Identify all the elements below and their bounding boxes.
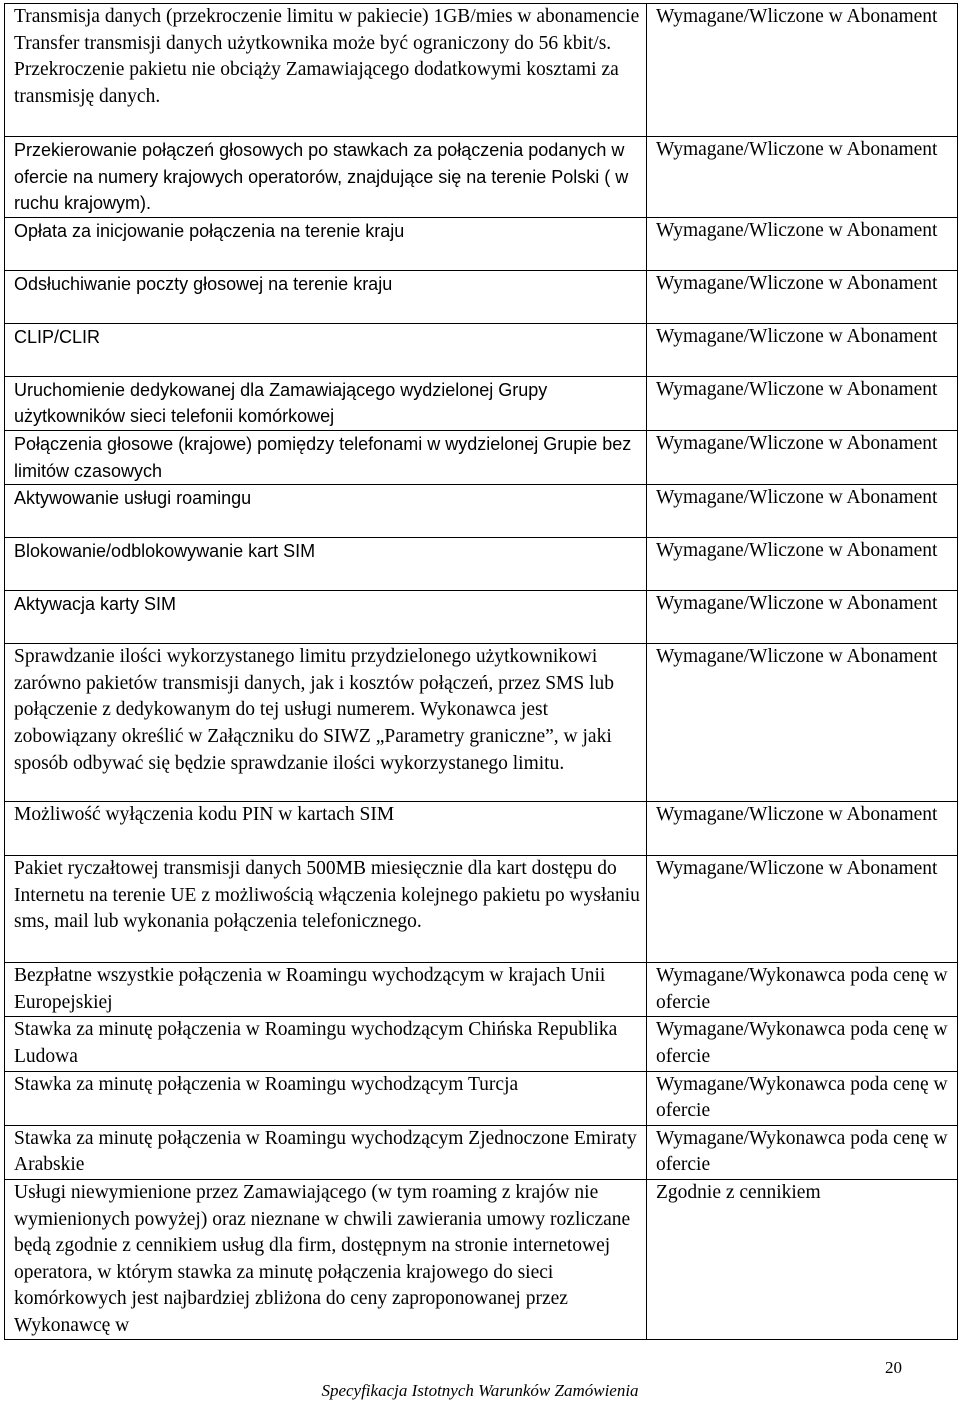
service-description: Blokowanie/odblokowywanie kart SIM <box>5 538 647 591</box>
service-status: Wymagane/Wliczone w Abonament <box>647 323 958 376</box>
service-status: Wymagane/Wliczone w Abonament <box>647 538 958 591</box>
service-status: Wymagane/Wykonawca poda cenę w ofercie <box>647 1125 958 1179</box>
service-description: Opłata za inicjowanie połączenia na terenie kraju <box>5 217 647 270</box>
service-description: Odsłuchiwanie poczty głosowej na terenie kraju <box>5 270 647 323</box>
table-row <box>5 856 958 963</box>
table-row <box>5 137 958 218</box>
specification-table <box>4 3 958 1340</box>
service-status: Wymagane/Wliczone w Abonament <box>647 485 958 538</box>
service-status: Wymagane/Wliczone w Abonament <box>647 856 958 963</box>
service-status: Wymagane/Wliczone w Abonament <box>647 644 958 802</box>
service-description: Aktywacja karty SIM <box>5 591 647 644</box>
table-row <box>5 485 958 538</box>
service-status: Wymagane/Wliczone w Abonament <box>647 802 958 856</box>
table-row <box>5 538 958 591</box>
table-row <box>5 1125 958 1179</box>
service-status: Wymagane/Wliczone w Abonament <box>647 4 958 137</box>
service-description: Stawka za minutę połączenia w Roamingu wychodzącym Zjednoczone Emiraty Arabskie <box>5 1125 647 1179</box>
table-row <box>5 270 958 323</box>
service-status: Wymagane/Wliczone w Abonament <box>647 376 958 430</box>
service-description: Przekierowanie połączeń głosowych po stawkach za połączenia podanych w ofercie na numery krajowych operatorów, znajdujące się na terenie Polski ( w ruchu krajowym). <box>5 137 647 218</box>
service-description: Sprawdzanie ilości wykorzystanego limitu przydzielonego użytkownikowi zarówno pakietów transmisji danych, jak i kosztów połączeń, przez SMS lub połączenie z dedykowanym do tej usługi numerem. Wykonawca jest zobowiązany określić w Załączniku do SIWZ „Parametry graniczne”, w jaki sposób odbywać się będzie sprawdzanie ilości wykorzystanego limitu. <box>5 644 647 802</box>
table-row <box>5 376 958 430</box>
service-status: Wymagane/Wliczone w Abonament <box>647 270 958 323</box>
service-status: Wymagane/Wliczone w Abonament <box>647 217 958 270</box>
service-description: Pakiet ryczałtowej transmisji danych 500MB miesięcznie dla kart dostępu do Internetu na terenie UE z możliwością włączenia kolejnego pakietu po wysłaniu sms, mail lub wykonania połączenia telefonicznego. <box>5 856 647 963</box>
table-row <box>5 1179 958 1340</box>
service-description: Bezpłatne wszystkie połączenia w Roamingu wychodzącym w krajach Unii Europejskiej <box>5 963 647 1017</box>
table-row <box>5 802 958 856</box>
service-status: Wymagane/Wykonawca poda cenę w ofercie <box>647 963 958 1017</box>
table-row <box>5 323 958 376</box>
table-row <box>5 591 958 644</box>
table-row <box>5 963 958 1017</box>
service-status: Wymagane/Wliczone w Abonament <box>647 430 958 484</box>
service-status: Wymagane/Wykonawca poda cenę w ofercie <box>647 1071 958 1125</box>
service-description: Transmisja danych (przekroczenie limitu w pakiecie) 1GB/mies w abonamencie Transfer transmisji danych użytkownika może być ograniczony do 56 kbit/s. Przekroczenie pakietu nie obciąży Zamawiającego dodatkowymi kosztami za transmisję danych. <box>5 4 647 137</box>
service-description: Połączenia głosowe (krajowe) pomiędzy telefonami w wydzielonej Grupie bez limitów czasowych <box>5 430 647 484</box>
table-row <box>5 1071 958 1125</box>
service-status: Zgodnie z cennikiem <box>647 1179 958 1340</box>
footer-document-title: Specyfikacja Istotnych Warunków Zamówienia <box>321 1381 639 1400</box>
service-status: Wymagane/Wliczone w Abonament <box>647 137 958 218</box>
service-description: CLIP/CLIR <box>5 323 647 376</box>
service-description: Możliwość wyłączenia kodu PIN w kartach SIM <box>5 802 647 856</box>
service-description: Aktywowanie usługi roamingu <box>5 485 647 538</box>
service-description: Uruchomienie dedykowanej dla Zamawiającego wydzielonej Grupy użytkowników sieci telefonii komórkowej <box>5 376 647 430</box>
table-row <box>5 1017 958 1071</box>
table-row <box>5 217 958 270</box>
service-description: Stawka za minutę połączenia w Roamingu wychodzącym Turcja <box>5 1071 647 1125</box>
table-row <box>5 430 958 484</box>
service-description: Stawka za minutę połączenia w Roamingu wychodzącym Chińska Republika Ludowa <box>5 1017 647 1071</box>
table-row <box>5 4 958 137</box>
service-status: Wymagane/Wliczone w Abonament <box>647 591 958 644</box>
page-number: 20 <box>885 1358 902 1377</box>
service-status: Wymagane/Wykonawca poda cenę w ofercie <box>647 1017 958 1071</box>
table-row <box>5 644 958 802</box>
service-description: Usługi niewymienione przez Zamawiającego (w tym roaming z krajów nie wymienionych powyżej) oraz nieznane w chwili zawierania umowy rozliczane będą zgodnie z cennikiem usług dla firm, dostępnym na stronie internetowej operatora, w którym stawka za minutę połączenia krajowego do sieci komórkowych jest najbardziej zbliżona do ceny zaproponowanej przez Wykonawcę w <box>5 1179 647 1340</box>
